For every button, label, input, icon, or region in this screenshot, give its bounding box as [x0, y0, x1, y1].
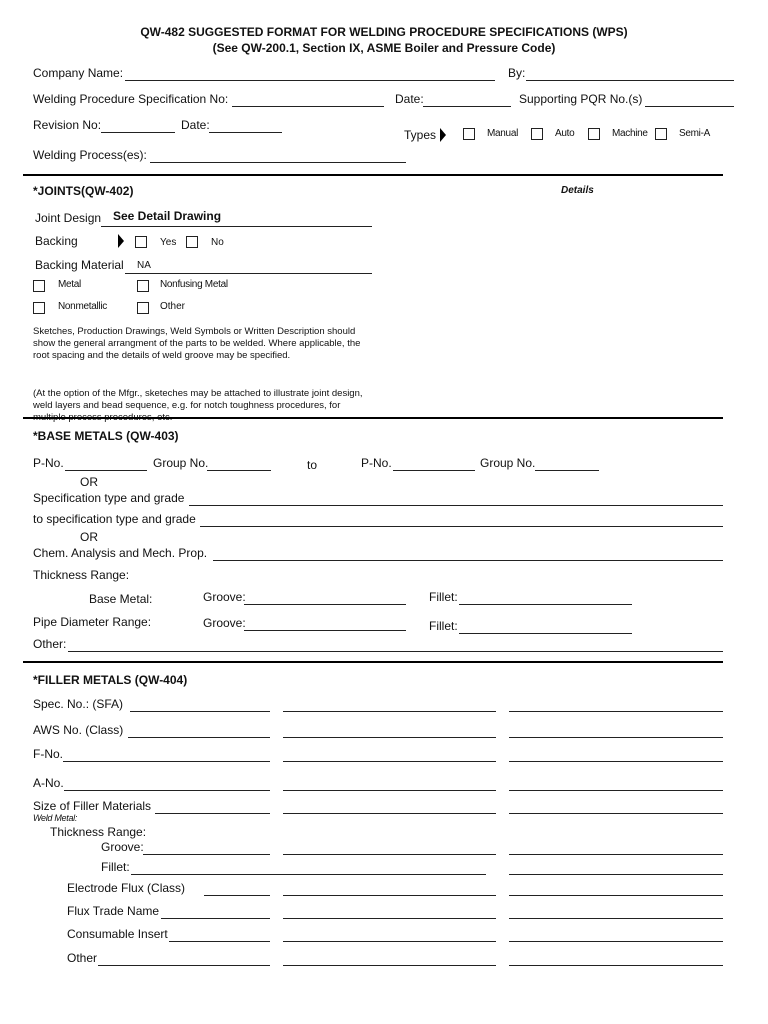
- groove2-label: Groove:: [203, 616, 246, 630]
- filler-fillet-label: Fillet:: [101, 860, 130, 874]
- spec-no-field-1[interactable]: [130, 711, 270, 712]
- consumable-label: Consumable Insert: [67, 927, 168, 941]
- backing-yes-checkbox[interactable]: [135, 236, 147, 248]
- group2-label: Group No.: [480, 456, 536, 470]
- filler-other-field-1[interactable]: [98, 965, 270, 966]
- consumable-field-1[interactable]: [169, 941, 270, 942]
- spec-no-field-3[interactable]: [509, 711, 723, 712]
- process-field[interactable]: [150, 162, 406, 163]
- base-metal-label: Base Metal:: [89, 592, 153, 606]
- aws-no-field-2[interactable]: [283, 737, 496, 738]
- metal-label: Metal: [58, 279, 81, 290]
- semi-auto-checkbox[interactable]: [655, 128, 667, 140]
- other-base-label: Other:: [33, 637, 67, 651]
- filler-groove-field-3[interactable]: [509, 854, 723, 855]
- filler-other-field-2[interactable]: [283, 965, 496, 966]
- a-no-field-1[interactable]: [64, 790, 270, 791]
- fillet2-label: Fillet:: [429, 619, 458, 633]
- size-label: Size of Filler Materials: [33, 799, 152, 813]
- filler-groove-label: Groove:: [101, 840, 144, 854]
- spec-no-label: Spec. No.: (SFA): [33, 697, 124, 711]
- wps-no-label: Welding Procedure Specification No:: [33, 92, 229, 106]
- backing-yes-label: Yes: [160, 237, 177, 248]
- group-label: Group No.: [153, 456, 209, 470]
- pointer-arrow-icon: [118, 234, 124, 248]
- f-no-field-1[interactable]: [63, 761, 270, 762]
- rev-date-field[interactable]: [209, 132, 282, 133]
- joints-optional-note: (At the option of the Mfgr., sketeches may be attached to illustrate joint design, weld layers and bead sequence, e.g. for notch toughness procedures, for multiple process procedures, etc.: [33, 388, 363, 423]
- pno-field[interactable]: [65, 470, 147, 471]
- pqr-field[interactable]: [645, 106, 734, 107]
- or-label: OR: [80, 475, 98, 489]
- electrode-flux-field-2[interactable]: [283, 895, 496, 896]
- machine-checkbox[interactable]: [588, 128, 600, 140]
- aws-no-field-1[interactable]: [128, 737, 270, 738]
- other-base-field[interactable]: [68, 651, 723, 652]
- details-label: Details: [561, 185, 594, 196]
- size-field-2[interactable]: [283, 813, 496, 814]
- weld-metal-label: Weld Metal:: [33, 813, 78, 823]
- a-no-field-3[interactable]: [509, 790, 723, 791]
- nonmetallic-checkbox[interactable]: [33, 302, 45, 314]
- other-label: Other: [160, 301, 186, 312]
- thickness-range-label: Thickness Range:: [33, 568, 130, 582]
- flux-trade-field-1[interactable]: [161, 918, 270, 919]
- or-label: OR: [80, 530, 98, 544]
- auto-label: Auto: [555, 128, 575, 139]
- pqr-label: Supporting PQR No.(s): [519, 92, 643, 106]
- electrode-flux-label: Electrode Flux (Class): [67, 881, 186, 895]
- revision-label: Revision No:: [33, 118, 102, 132]
- filler-fillet-field-1[interactable]: [131, 874, 486, 875]
- consumable-field-3[interactable]: [509, 941, 723, 942]
- nonfusing-label: Nonfusing Metal: [160, 279, 228, 290]
- flux-trade-field-3[interactable]: [509, 918, 723, 919]
- consumable-field-2[interactable]: [283, 941, 496, 942]
- joint-design-label: Joint Design: [35, 211, 102, 225]
- joints-instructions: Sketches, Production Drawings, Weld Symbols or Written Description should show the general arrangment of the parts to be welded. Where applicable, the root spacing and the details of weld groove may be specified.: [33, 326, 361, 361]
- pointer-arrow-icon: [440, 128, 446, 142]
- backing-label: Backing: [35, 234, 78, 248]
- form-subtitle: (See QW-200.1, Section IX, ASME Boiler and Pressure Code): [212, 41, 556, 55]
- date-field[interactable]: [423, 106, 511, 107]
- section-divider: [23, 417, 723, 419]
- aws-no-field-3[interactable]: [509, 737, 723, 738]
- spec-type-field[interactable]: [189, 505, 723, 506]
- joint-design-value: See Detail Drawing: [113, 209, 222, 223]
- spec-no-field-2[interactable]: [283, 711, 496, 712]
- backing-material-field[interactable]: [125, 273, 372, 274]
- group-field[interactable]: [207, 470, 271, 471]
- groove2-field[interactable]: [244, 630, 406, 631]
- filler-groove-field-2[interactable]: [283, 854, 496, 855]
- by-field[interactable]: [526, 80, 734, 81]
- backing-no-label: No: [211, 237, 224, 248]
- f-no-field-2[interactable]: [283, 761, 496, 762]
- pno-label: P-No.: [33, 456, 64, 470]
- backing-material-value: NA: [137, 260, 151, 271]
- electrode-flux-field-1[interactable]: [204, 895, 270, 896]
- chem-field[interactable]: [213, 560, 723, 561]
- to-spec-type-field[interactable]: [200, 526, 723, 527]
- company-name-field[interactable]: [125, 80, 495, 81]
- semi-auto-label: Semi-A: [679, 128, 710, 139]
- filler-fillet-field-2[interactable]: [509, 874, 723, 875]
- a-no-label: A-No.: [33, 776, 64, 790]
- joints-heading: *JOINTS(QW-402): [33, 184, 134, 198]
- date-label: Date:: [395, 92, 424, 106]
- base-metals-heading: *BASE METALS (QW-403): [33, 429, 179, 443]
- metal-checkbox[interactable]: [33, 280, 45, 292]
- to-label: to: [307, 458, 318, 472]
- flux-trade-label: Flux Trade Name: [67, 904, 160, 918]
- f-no-label: F-No.: [33, 747, 63, 761]
- pno2-label: P-No.: [361, 456, 392, 470]
- groove-field[interactable]: [244, 604, 406, 605]
- manual-label: Manual: [487, 128, 518, 139]
- wps-no-field[interactable]: [232, 106, 384, 107]
- joint-design-field[interactable]: [101, 226, 372, 227]
- groove-label: Groove:: [203, 590, 246, 604]
- aws-no-label: AWS No. (Class): [33, 723, 124, 737]
- filler-thickness-range-label: Thickness Range:: [50, 825, 147, 839]
- flux-trade-field-2[interactable]: [283, 918, 496, 919]
- pno2-field[interactable]: [393, 470, 475, 471]
- auto-checkbox[interactable]: [531, 128, 543, 140]
- size-field-3[interactable]: [509, 813, 723, 814]
- filler-metals-heading: *FILLER METALS (QW-404): [33, 673, 188, 687]
- filler-other-label: Other: [67, 951, 98, 965]
- size-field-1[interactable]: [155, 813, 270, 814]
- nonmetallic-label: Nonmetallic: [58, 301, 107, 312]
- company-name-label: Company Name:: [33, 66, 124, 80]
- group2-field[interactable]: [535, 470, 599, 471]
- form-title: QW-482 SUGGESTED FORMAT FOR WELDING PROCEDURE SPECIFICATIONS (WPS): [140, 25, 628, 39]
- to-spec-type-label: to specification type and grade: [33, 512, 196, 526]
- machine-label: Machine: [612, 128, 648, 139]
- spec-type-label: Specification type and grade: [33, 491, 185, 505]
- filler-groove-field-1[interactable]: [143, 854, 270, 855]
- a-no-field-2[interactable]: [283, 790, 496, 791]
- fillet2-field[interactable]: [459, 633, 632, 634]
- nonfusing-checkbox[interactable]: [137, 280, 149, 292]
- section-divider: [23, 174, 723, 176]
- fillet-field[interactable]: [459, 604, 632, 605]
- f-no-field-3[interactable]: [509, 761, 723, 762]
- chem-label: Chem. Analysis and Mech. Prop.: [33, 546, 208, 560]
- pipe-diameter-label: Pipe Diameter Range:: [33, 615, 152, 629]
- by-label: By:: [508, 66, 526, 80]
- fillet-label: Fillet:: [429, 590, 458, 604]
- revision-field[interactable]: [101, 132, 175, 133]
- rev-date-label: Date:: [181, 118, 210, 132]
- filler-other-field-3[interactable]: [509, 965, 723, 966]
- backing-no-checkbox[interactable]: [186, 236, 198, 248]
- types-label: Types: [404, 128, 437, 142]
- other-checkbox[interactable]: [137, 302, 149, 314]
- manual-checkbox[interactable]: [463, 128, 475, 140]
- backing-material-label: Backing Material: [35, 258, 124, 272]
- section-divider: [23, 661, 723, 663]
- process-label: Welding Process(es):: [33, 148, 147, 162]
- electrode-flux-field-3[interactable]: [509, 895, 723, 896]
